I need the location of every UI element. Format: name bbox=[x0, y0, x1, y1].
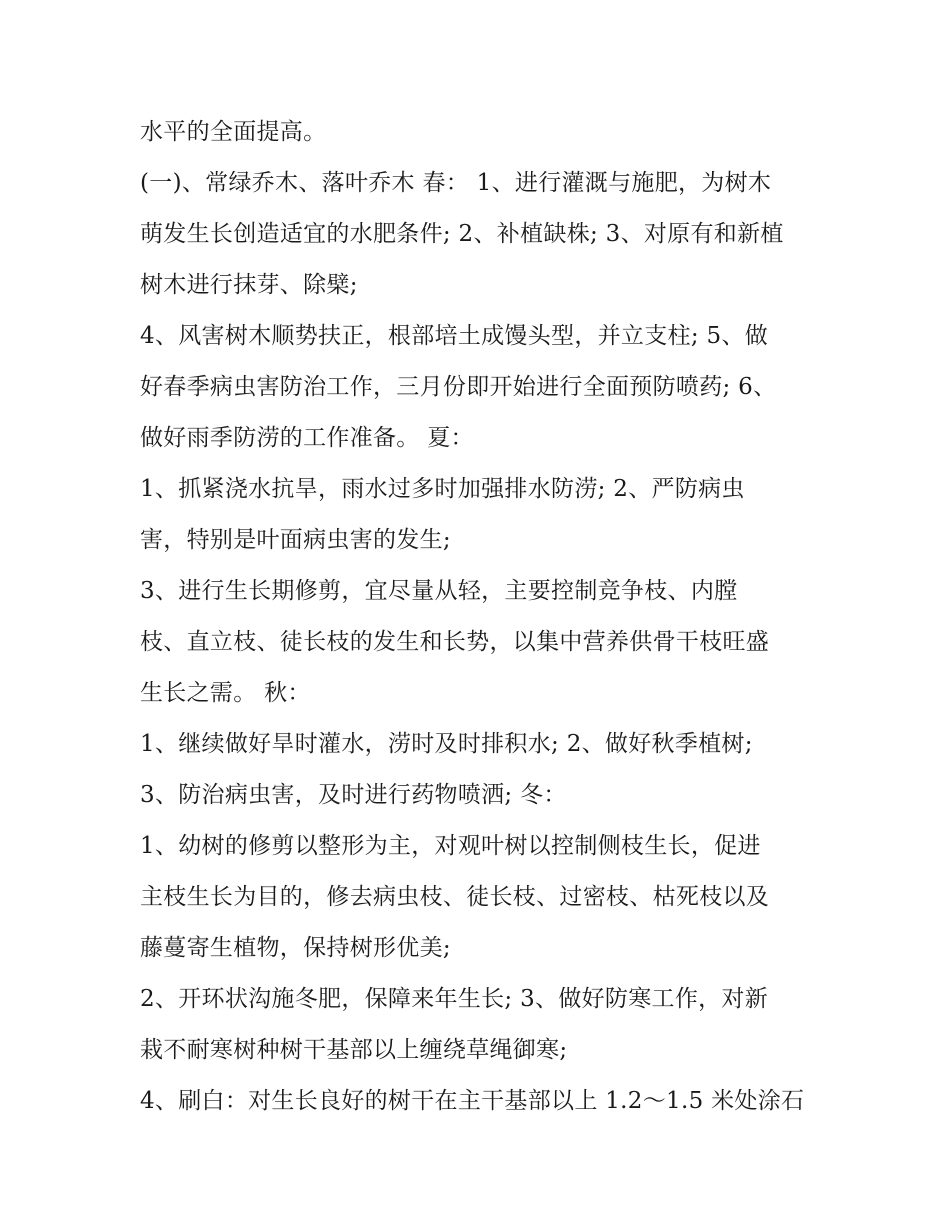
text-line: 3、防治病虫害，及时进行药物喷洒; 冬： bbox=[140, 782, 567, 808]
text-line: (一)、常绿乔木、落叶乔木 春： 1、进行灌溉与施肥，为树木 bbox=[140, 170, 772, 196]
text-line: 栽不耐寒树种树干基部以上缠绕草绳御寒; bbox=[140, 1037, 568, 1063]
text-line: 3、进行生长期修剪，宜尽量从轻，主要控制竞争枝、内膛 bbox=[140, 578, 738, 604]
text-line: 1、抓紧浇水抗旱，雨水过多时加强排水防涝; 2、严防病虫 bbox=[140, 476, 745, 502]
text-line: 做好雨季防涝的工作准备。 夏： bbox=[140, 425, 474, 451]
document-body bbox=[140, 107, 820, 1127]
text-line: 1、继续做好旱时灌水，涝时及时排积水; 2、做好秋季植树; bbox=[140, 731, 753, 757]
text-line: 藤蔓寄生植物，保持树形优美; bbox=[140, 935, 451, 961]
text-line: 主枝生长为目的，修去病虫枝、徒长枝、过密枝、枯死枝以及 bbox=[140, 884, 770, 910]
text-line: 枝、直立枝、徒长枝的发生和长势，以集中营养供骨干枝旺盛 bbox=[140, 629, 770, 655]
text-line: 水平的全面提高。 bbox=[140, 119, 327, 145]
text-line: 生长之需。 秋： bbox=[140, 680, 311, 706]
text-line: 好春季病虫害防治工作，三月份即开始进行全面预防喷药; 6、 bbox=[140, 374, 777, 400]
text-line: 4、风害树木顺势扶正，根部培土成馒头型，并立支柱; 5、做 bbox=[140, 323, 769, 349]
text-line: 1、幼树的修剪以整形为主，对观叶树以控制侧枝生长，促进 bbox=[140, 833, 761, 859]
text-line: 害，特别是叶面病虫害的发生; bbox=[140, 527, 451, 553]
text-line: 4、刷白：对生长良好的树干在主干基部以上 1.2～1.5 米处涂石 bbox=[140, 1088, 805, 1114]
text-line: 2、开环状沟施冬肥，保障来年生长; 3、做好防寒工作，对新 bbox=[140, 986, 769, 1012]
text-line: 树木进行抹芽、除檗; bbox=[140, 272, 358, 298]
text-line: 萌发生长创造适宜的水肥条件; 2、补植缺株; 3、对原有和新植 bbox=[140, 221, 784, 247]
